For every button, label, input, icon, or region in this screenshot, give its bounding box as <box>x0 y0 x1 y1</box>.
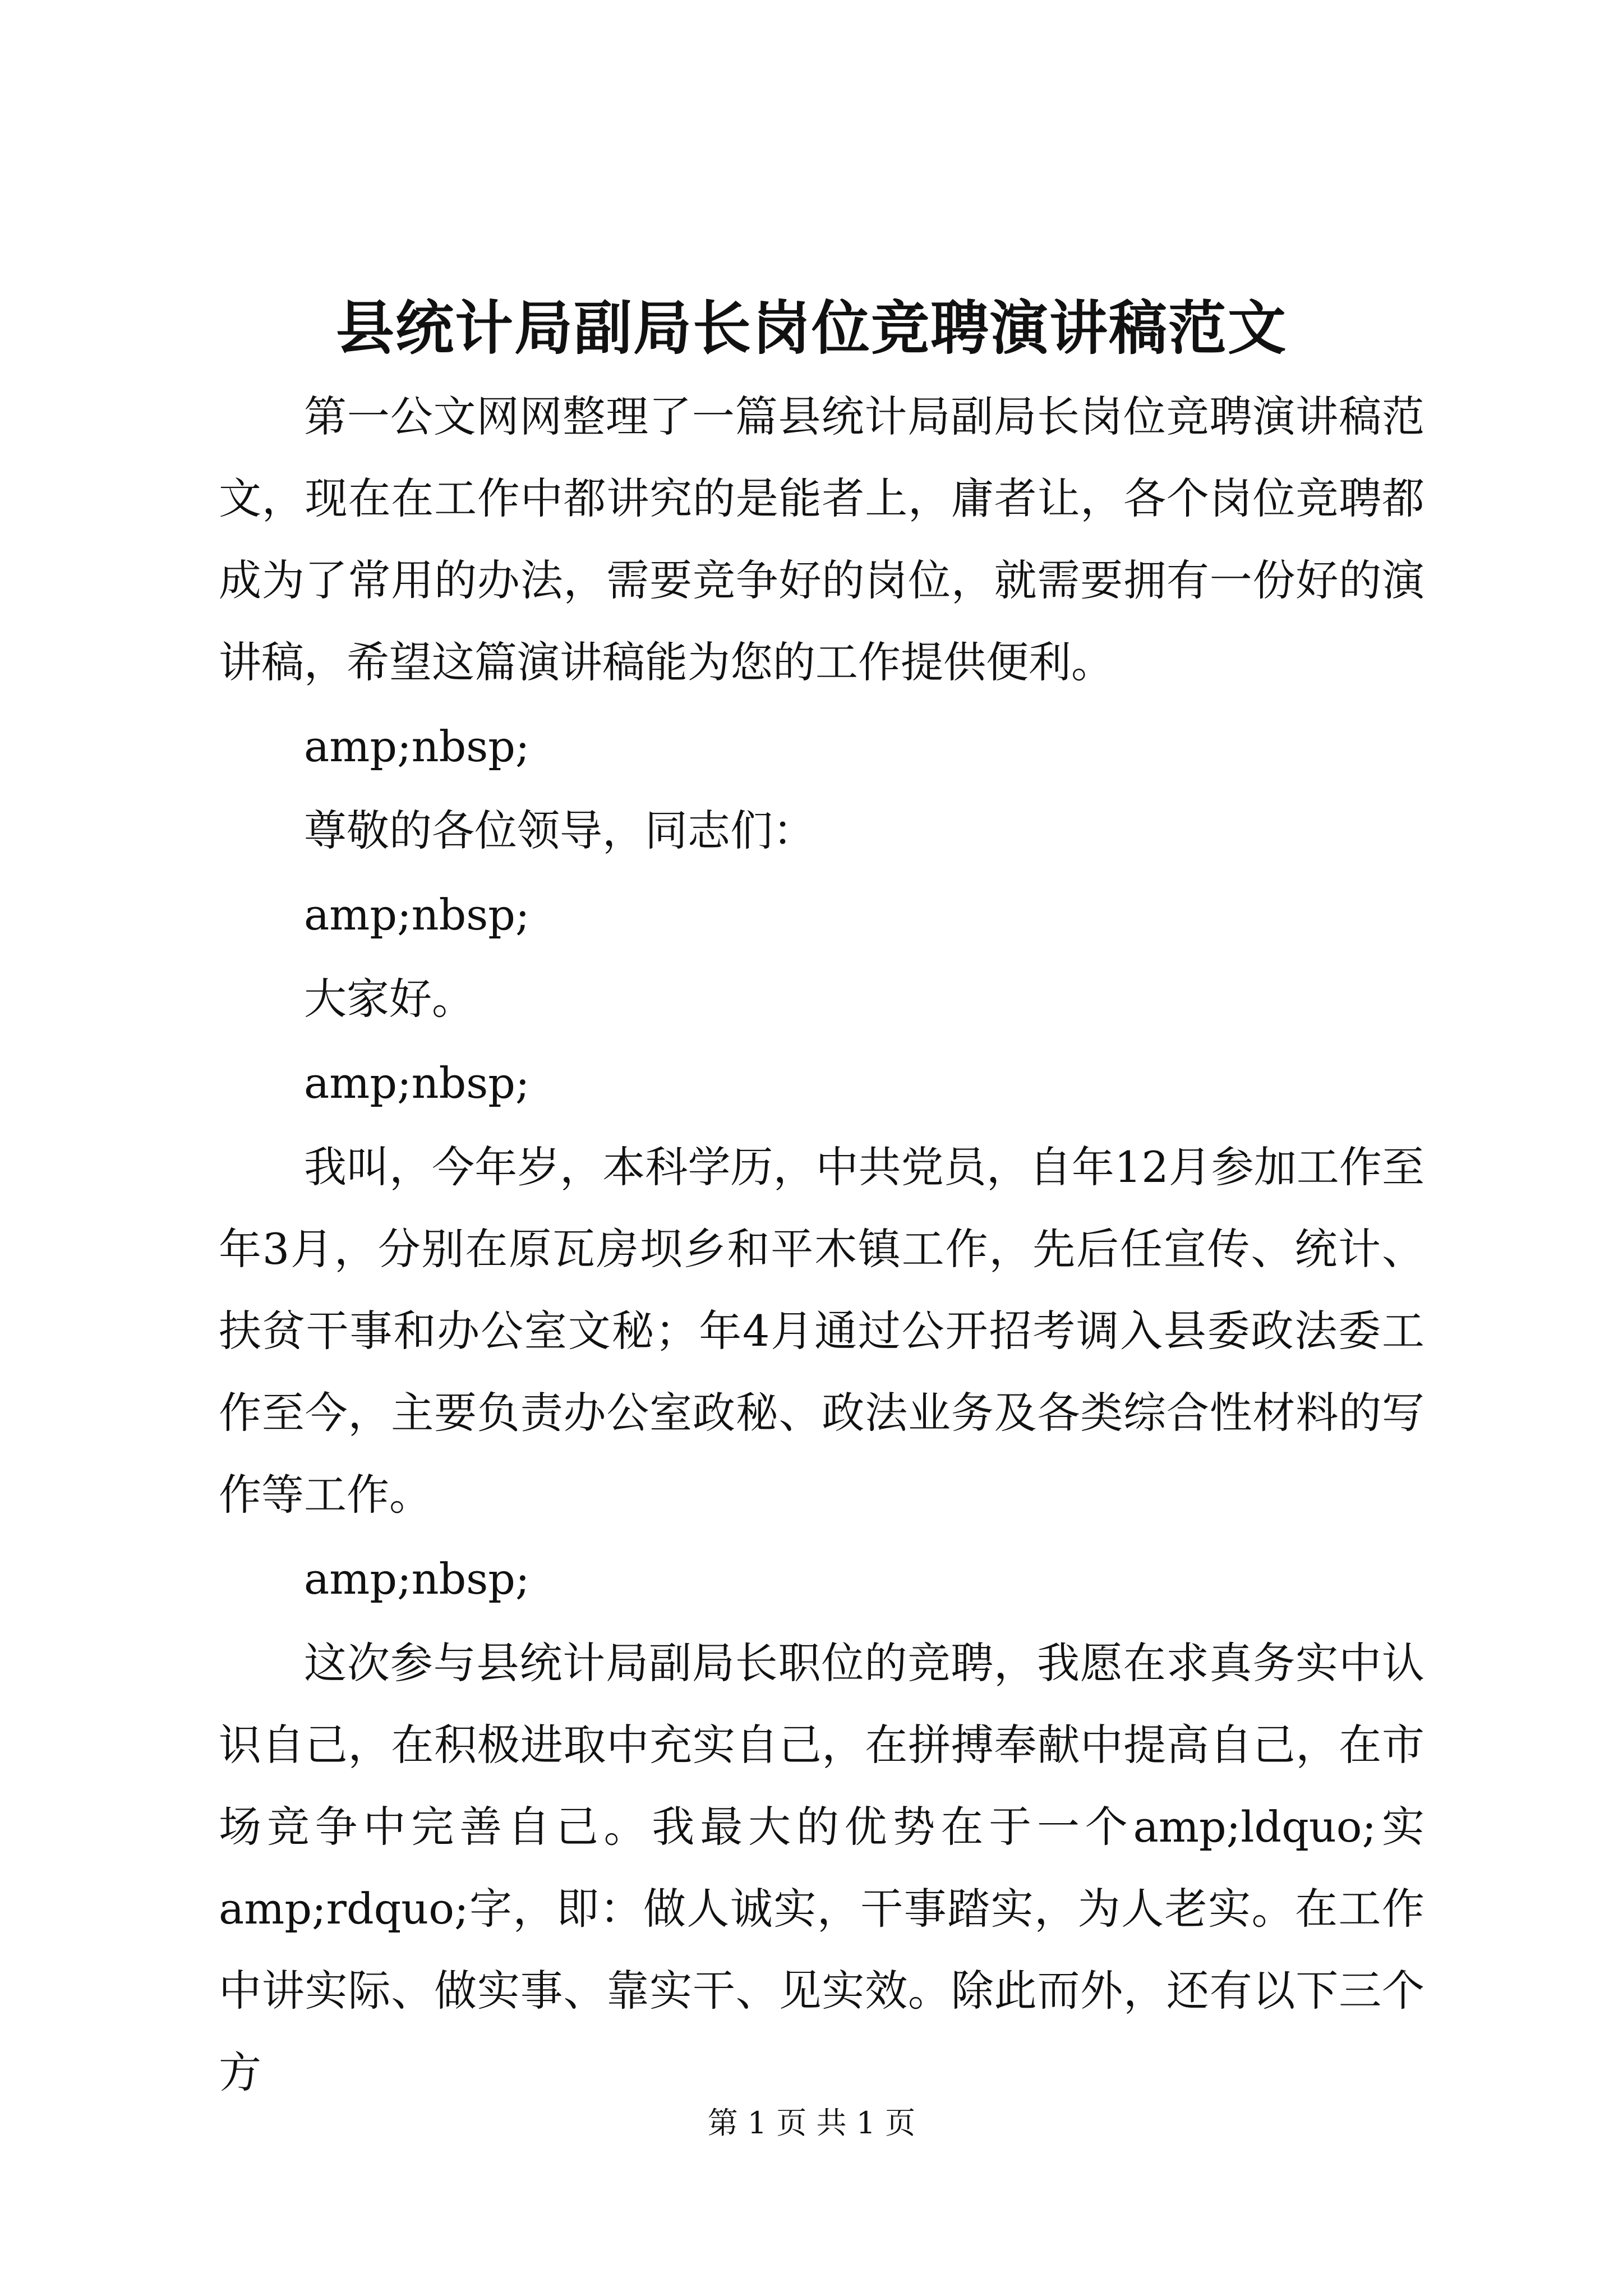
paragraph-greeting: 大家好。 <box>304 974 474 1024</box>
paragraph-motivation: 这次参与县统计局副局长职位的竞聘，我愿在求真务实中认识自己，在积极进取中充实自己，在拼搏奉献中提高自己，在市场竞争中完善自己。我最大的优势在于一个amp;ldquo;实amp;rdquo;字，即：做人诚实，干事踏实，为人老实。在工作中讲实际、做实事、靠实干、见实效。除此而外，还有以下三个方 <box>219 1638 1424 2097</box>
paragraph-self-introduction: 我叫，今年岁，本科学历，中共党员，自年12月参加工作至年3月，分别在原瓦房坝乡和平木镇工作，先后任宣传、统计、扶贫干事和办公室文秘；年4月通过公开招考调入县委政法委工作至今，主要负责办公室政秘、政法业务及各类综合性材料的写作等工作。 <box>219 1142 1424 1520</box>
paragraph-nbsp-3: amp;nbsp; <box>304 1058 530 1108</box>
page-footer: 第 1 页 共 1 页 <box>707 2105 916 2141</box>
paragraph-salutation: 尊敬的各位领导，同志们： <box>304 806 815 855</box>
document-body <box>219 376 1424 2114</box>
paragraph-intro: 第一公文网网整理了一篇县统计局副局长岗位竞聘演讲稿范文，现在在工作中都讲究的是能者上，庸者让，各个岗位竞聘都成为了常用的办法，需要竞争好的岗位，就需要拥有一份好的演讲稿，希望这篇演讲稿能为您的工作提供便利。 <box>219 392 1424 687</box>
document-title: 县统计局副局长岗位竞聘演讲稿范文 <box>335 293 1287 362</box>
paragraph-nbsp-4: amp;nbsp; <box>304 1554 530 1604</box>
paragraph-nbsp-1: amp;nbsp; <box>304 721 530 771</box>
paragraph-nbsp-2: amp;nbsp; <box>304 890 530 940</box>
